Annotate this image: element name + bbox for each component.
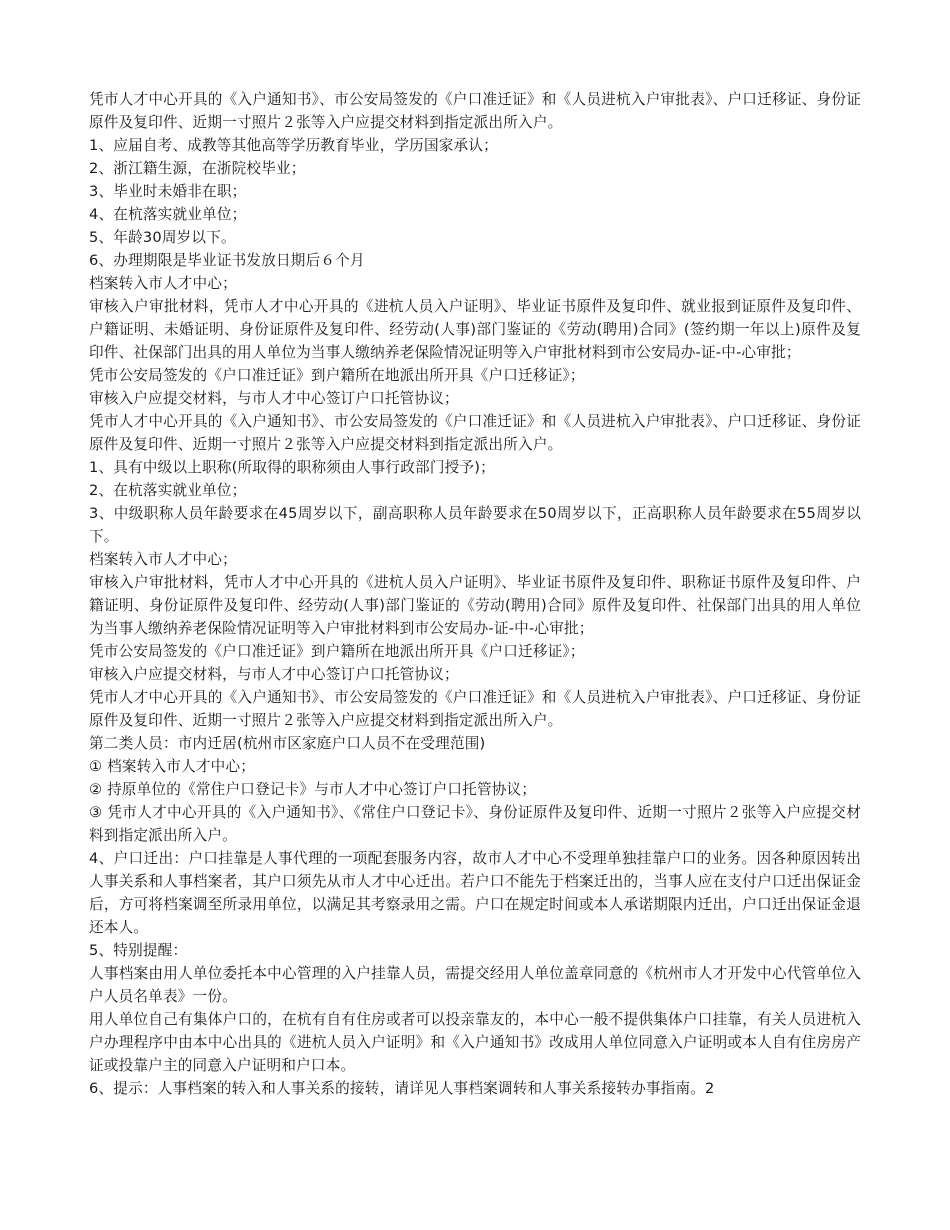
paragraph-26: 5、特别提醒： (89, 942, 188, 959)
paragraph-3: 2、浙江籍生源，在浙院校毕业； (89, 160, 306, 177)
paragraph-27: 人事档案由用人单位委托本中心管理的入户挂靠人员，需提交经用人单位盖章同意的《杭州市人才开发中心代管单位入户人员名单表》一份。 (89, 965, 861, 1005)
paragraph-2: 1、应届自考、成教等其他高等学历教育毕业，学历国家承认； (89, 137, 498, 154)
paragraph-15: 3、中级职称人员年龄要求在45周岁以下，副高职称人员年龄要求在50周岁以下，正高职称人员年龄要求在55周岁以下。 (89, 505, 861, 545)
paragraph-17: 审核入户审批材料，凭市人才中心开具的《进杭人员入户证明》、毕业证书原件及复印件、职称证书原件及复印件、户籍证明、身份证原件及复印件、经劳动(人事)部门鉴证的《劳动(聘用)合同》原件及复印件、社保部门出具的用人单位为当事人缴纳养老保险情况证明等入户审批材料到市公安局办-证-中-心审批； (89, 574, 861, 637)
paragraph-16: 档案转入市人才中心； (89, 551, 237, 568)
paragraph-14: 2、在杭落实就业单位； (89, 482, 247, 499)
paragraph-11: 审核入户应提交材料，与市人才中心签订户口托管协议； (89, 390, 459, 407)
paragraph-1: 凭市人才中心开具的《入户通知书》、市公安局签发的《户口准迁证》和《人员进杭入户审批表》、户口迁移证、身份证原件及复印件、近期一寸照片２张等入户应提交材料到指定派出所入户。 (89, 91, 861, 131)
paragraph-21: 第二类人员：市内迁居(杭州市区家庭户口人员不在受理范围) (89, 735, 486, 752)
paragraph-12: 凭市人才中心开具的《入户通知书》、市公安局签发的《户口准迁证》和《人员进杭入户审批表》、户口迁移证、身份证原件及复印件、近期一寸照片２张等入户应提交材料到指定派出所入户。 (89, 413, 861, 453)
document-body (89, 88, 861, 1100)
paragraph-6: 5、年龄30周岁以下。 (89, 229, 236, 246)
paragraph-24: ③ 凭市人才中心开具的《入户通知书》、《常住户口登记卡》、身份证原件及复印件、近期一寸照片２张等入户应提交材料到指定派出所入户。 (89, 804, 861, 844)
paragraph-13: 1、具有中级以上职称(所取得的职称须由人事行政部门授予)； (89, 459, 495, 476)
paragraph-10: 凭市公安局签发的《户口准迁证》到户籍所在地派出所开具《户口迁移证》； (89, 367, 585, 384)
paragraph-25: 4、户口迁出：户口挂靠是人事代理的一项配套服务内容，故市人才中心不受理单独挂靠户口的业务。因各种原因转出人事关系和人事档案者，其户口须先从市人才中心迁出。若户口不能先于档案迁出的，当事人应在支付户口迁出保证金后，方可将档案调至所录用单位，以满足其考察录用之需。户口在规定时间或本人承诺期限内迁出，户口迁出保证金退还本人。 (89, 850, 861, 936)
paragraph-7: 6、办理期限是毕业证书发放日期后６个月 (89, 252, 365, 269)
paragraph-22: ① 档案转入市人才中心； (89, 758, 256, 775)
paragraph-29: 6、提示：人事档案的转入和人事关系的接转，请详见人事档案调转和人事关系接转办事指南。2 (89, 1080, 715, 1097)
paragraph-9: 审核入户审批材料，凭市人才中心开具的《进杭人员入户证明》、毕业证书原件及复印件、就业报到证原件及复印件、户籍证明、未婚证明、身份证原件及复印件、经劳动(人事)部门鉴证的《劳动(聘用)合同》(签约期一年以上)原件及复印件、社保部门出具的用人单位为当事人缴纳养老保险情况证明等入户审批材料到市公安局办-证-中-心审批； (89, 298, 861, 361)
paragraph-19: 审核入户应提交材料，与市人才中心签订户口托管协议； (89, 666, 459, 683)
paragraph-18: 凭市公安局签发的《户口准迁证》到户籍所在地派出所开具《户口迁移证》； (89, 643, 585, 660)
paragraph-28: 用人单位自己有集体户口的，在杭有自有住房或者可以投亲靠友的，本中心一般不提供集体户口挂靠，有关人员进杭入户办理程序中由本中心出具的《进杭人员入户证明》和《入户通知书》改成用人单位同意入户证明或本人自有住房房产证或投靠户主的同意入户证明和户口本。 (89, 1011, 861, 1074)
paragraph-8: 档案转入市人才中心； (89, 275, 237, 292)
paragraph-23: ② 持原单位的《常住户口登记卡》与市人才中心签订户口托管协议； (89, 781, 537, 798)
paragraph-20: 凭市人才中心开具的《入户通知书》、市公安局签发的《户口准迁证》和《人员进杭入户审批表》、户口迁移证、身份证原件及复印件、近期一寸照片２张等入户应提交材料到指定派出所入户。 (89, 689, 861, 729)
paragraph-5: 4、在杭落实就业单位； (89, 206, 247, 223)
paragraph-4: 3、毕业时未婚非在职； (89, 183, 247, 200)
